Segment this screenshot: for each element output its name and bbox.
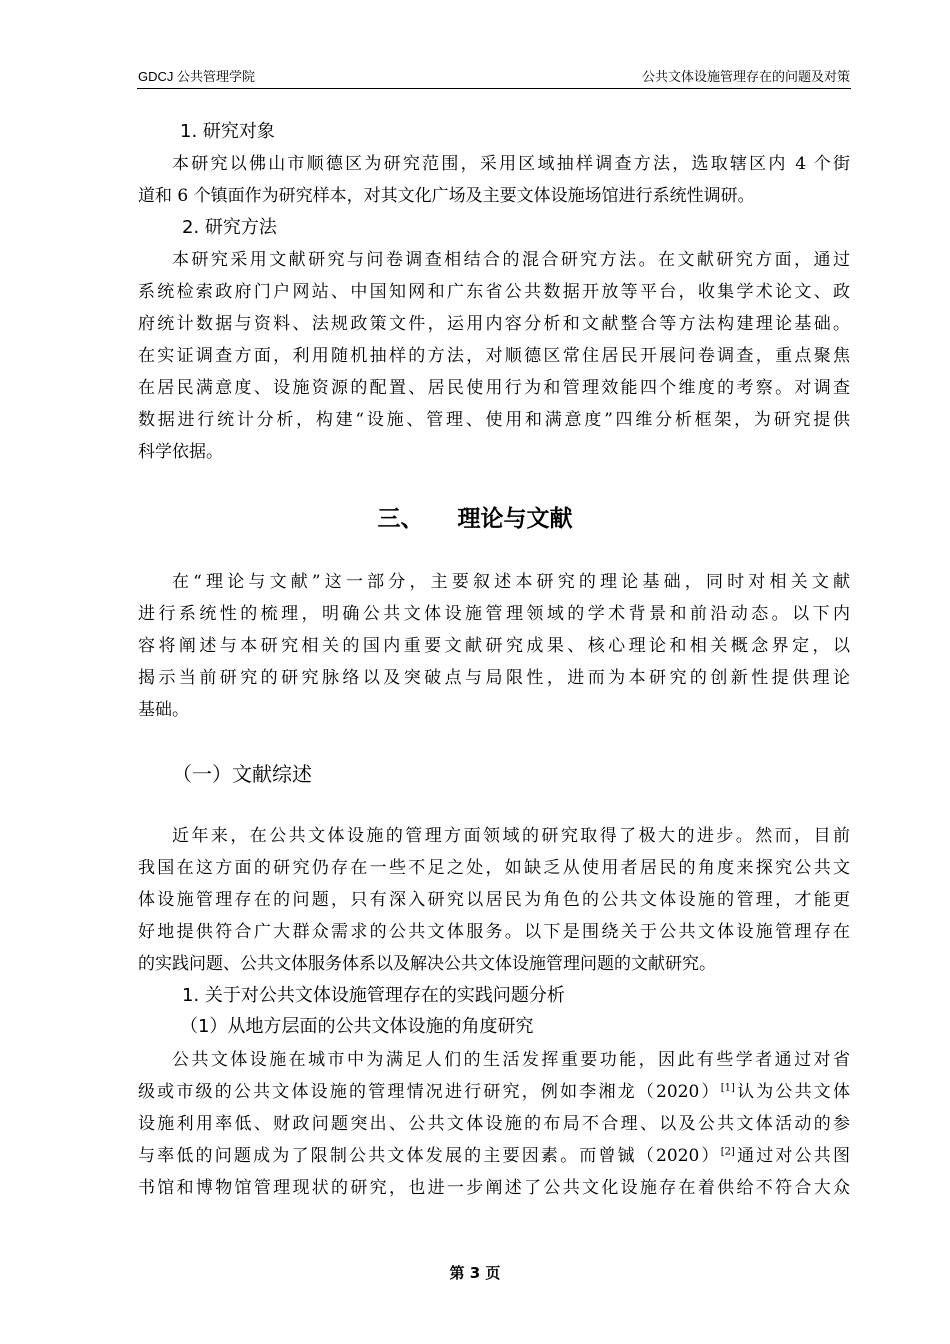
text-segment: 通过对公共图 <box>734 1146 850 1166</box>
citation-ref: [1] <box>720 1082 735 1094</box>
chapter-heading <box>0 500 950 533</box>
paragraph-line: 系统检索政府门户网站、中国知网和广东省公共数据开放等平台，收集学术论文、政 <box>138 282 850 302</box>
paragraph-line: 在实证调查方面，利用随机抽样的方法，对顺德区常住居民开展问卷调查，重点聚焦 <box>138 346 850 366</box>
paragraph-line: 设施利用率低、财政问题突出、公共文体设施的布局不合理、以及公共文体活动的参 <box>138 1114 850 1134</box>
heading-research-method: 2. 研究方法 <box>182 217 277 238</box>
paragraph-line: 公共文体设施在城市中为满足人们的生活发挥重要功能，因此有些学者通过对省 <box>172 1050 850 1070</box>
text-segment: 与率低的问题成为了限制公共文体发展的主要因素。而曾铖（2020） <box>138 1146 721 1166</box>
paragraph-line: 近年来，在公共文体设施的管理方面领域的研究取得了极大的进步。然而，目前 <box>172 826 850 846</box>
heading-research-object: 1. 研究对象 <box>180 121 275 142</box>
paragraph-line: 基础。 <box>138 700 189 720</box>
paragraph-line: 容将阐述与本研究相关的国内重要文献研究成果、核心理论和相关概念界定，以 <box>138 636 850 656</box>
paragraph-line: 进行系统性的梳理，明确公共文体设施管理领域的学术背景和前沿动态。以下内 <box>138 604 850 624</box>
paragraph-line: 府统计数据与资料、法规政策文件，运用内容分析和文献整合等方法构建理论基础。 <box>138 314 850 334</box>
paragraph-line: 在“理论与文献”这一部分，主要叙述本研究的理论基础，同时对相关文献 <box>172 572 850 592</box>
paragraph-line: 揭示当前研究的研究脉络以及突破点与局限性，进而为本研究的创新性提供理论 <box>138 668 850 688</box>
text-segment: 认为公共文体 <box>734 1082 850 1102</box>
text-segment: 级或市级的公共文体设施的管理情况进行研究，例如李湘龙（2020） <box>138 1082 721 1102</box>
heading-subsection-1-1: （1）从地方层面的公共文体设施的角度研究 <box>180 1016 534 1037</box>
paragraph-line: 本研究采用文献研究与问卷调查相结合的混合研究方法。在文献研究方面，通过 <box>172 250 850 270</box>
paragraph-line <box>138 1144 850 1168</box>
page-number: 第 3 页 <box>449 1264 501 1282</box>
chapter-number: 三、 <box>377 506 424 532</box>
paragraph-line: 数据进行统计分析，构建“设施、管理、使用和满意度”四维分析框架，为研究提供 <box>138 410 850 430</box>
paragraph-line: 本研究以佛山市顺德区为研究范围，采用区域抽样调查方法，选取辖区内 4 个街 <box>172 154 850 174</box>
heading-literature-review: （一）文献综述 <box>172 762 312 786</box>
paragraph-line: 的实践问题、公共文体服务体系以及解决公共文体设施管理问题的文献研究。 <box>138 954 716 974</box>
paragraph-line: 体设施管理存在的问题，只有深入研究以居民为角色的公共文体设施的管理，才能更 <box>138 890 850 910</box>
page-header <box>138 66 850 88</box>
heading-subsection-1: 1. 关于对公共文体设施管理存在的实践问题分析 <box>182 985 565 1006</box>
paragraph-line: 在居民满意度、设施资源的配置、居民使用行为和管理效能四个维度的考察。对调查 <box>138 378 850 398</box>
citation-ref: [2] <box>720 1146 735 1158</box>
paragraph-line <box>138 1080 850 1104</box>
chapter-title: 理论与文献 <box>457 506 573 532</box>
header-institution: GDCJ 公共管理学院 <box>138 69 256 84</box>
paragraph-line: 好地提供符合广大群众需求的公共文体服务。以下是围绕关于公共文体设施管理存在 <box>138 922 850 942</box>
paragraph-line: 道和 6 个镇面作为研究样本，对其文化广场及主要文体设施场馆进行系统性调研。 <box>138 186 755 206</box>
paragraph-line: 我国在这方面的研究仍存在一些不足之处，如缺乏从使用者居民的角度来探究公共文 <box>138 858 850 878</box>
header-document-title: 公共文体设施管理存在的问题及对策 <box>641 69 850 84</box>
header-divider <box>137 88 851 89</box>
paragraph-line: 书馆和博物馆管理现状的研究，也进一步阐述了公共文化设施存在着供给不符合大众 <box>138 1178 850 1198</box>
paragraph-line: 科学依据。 <box>138 442 223 462</box>
